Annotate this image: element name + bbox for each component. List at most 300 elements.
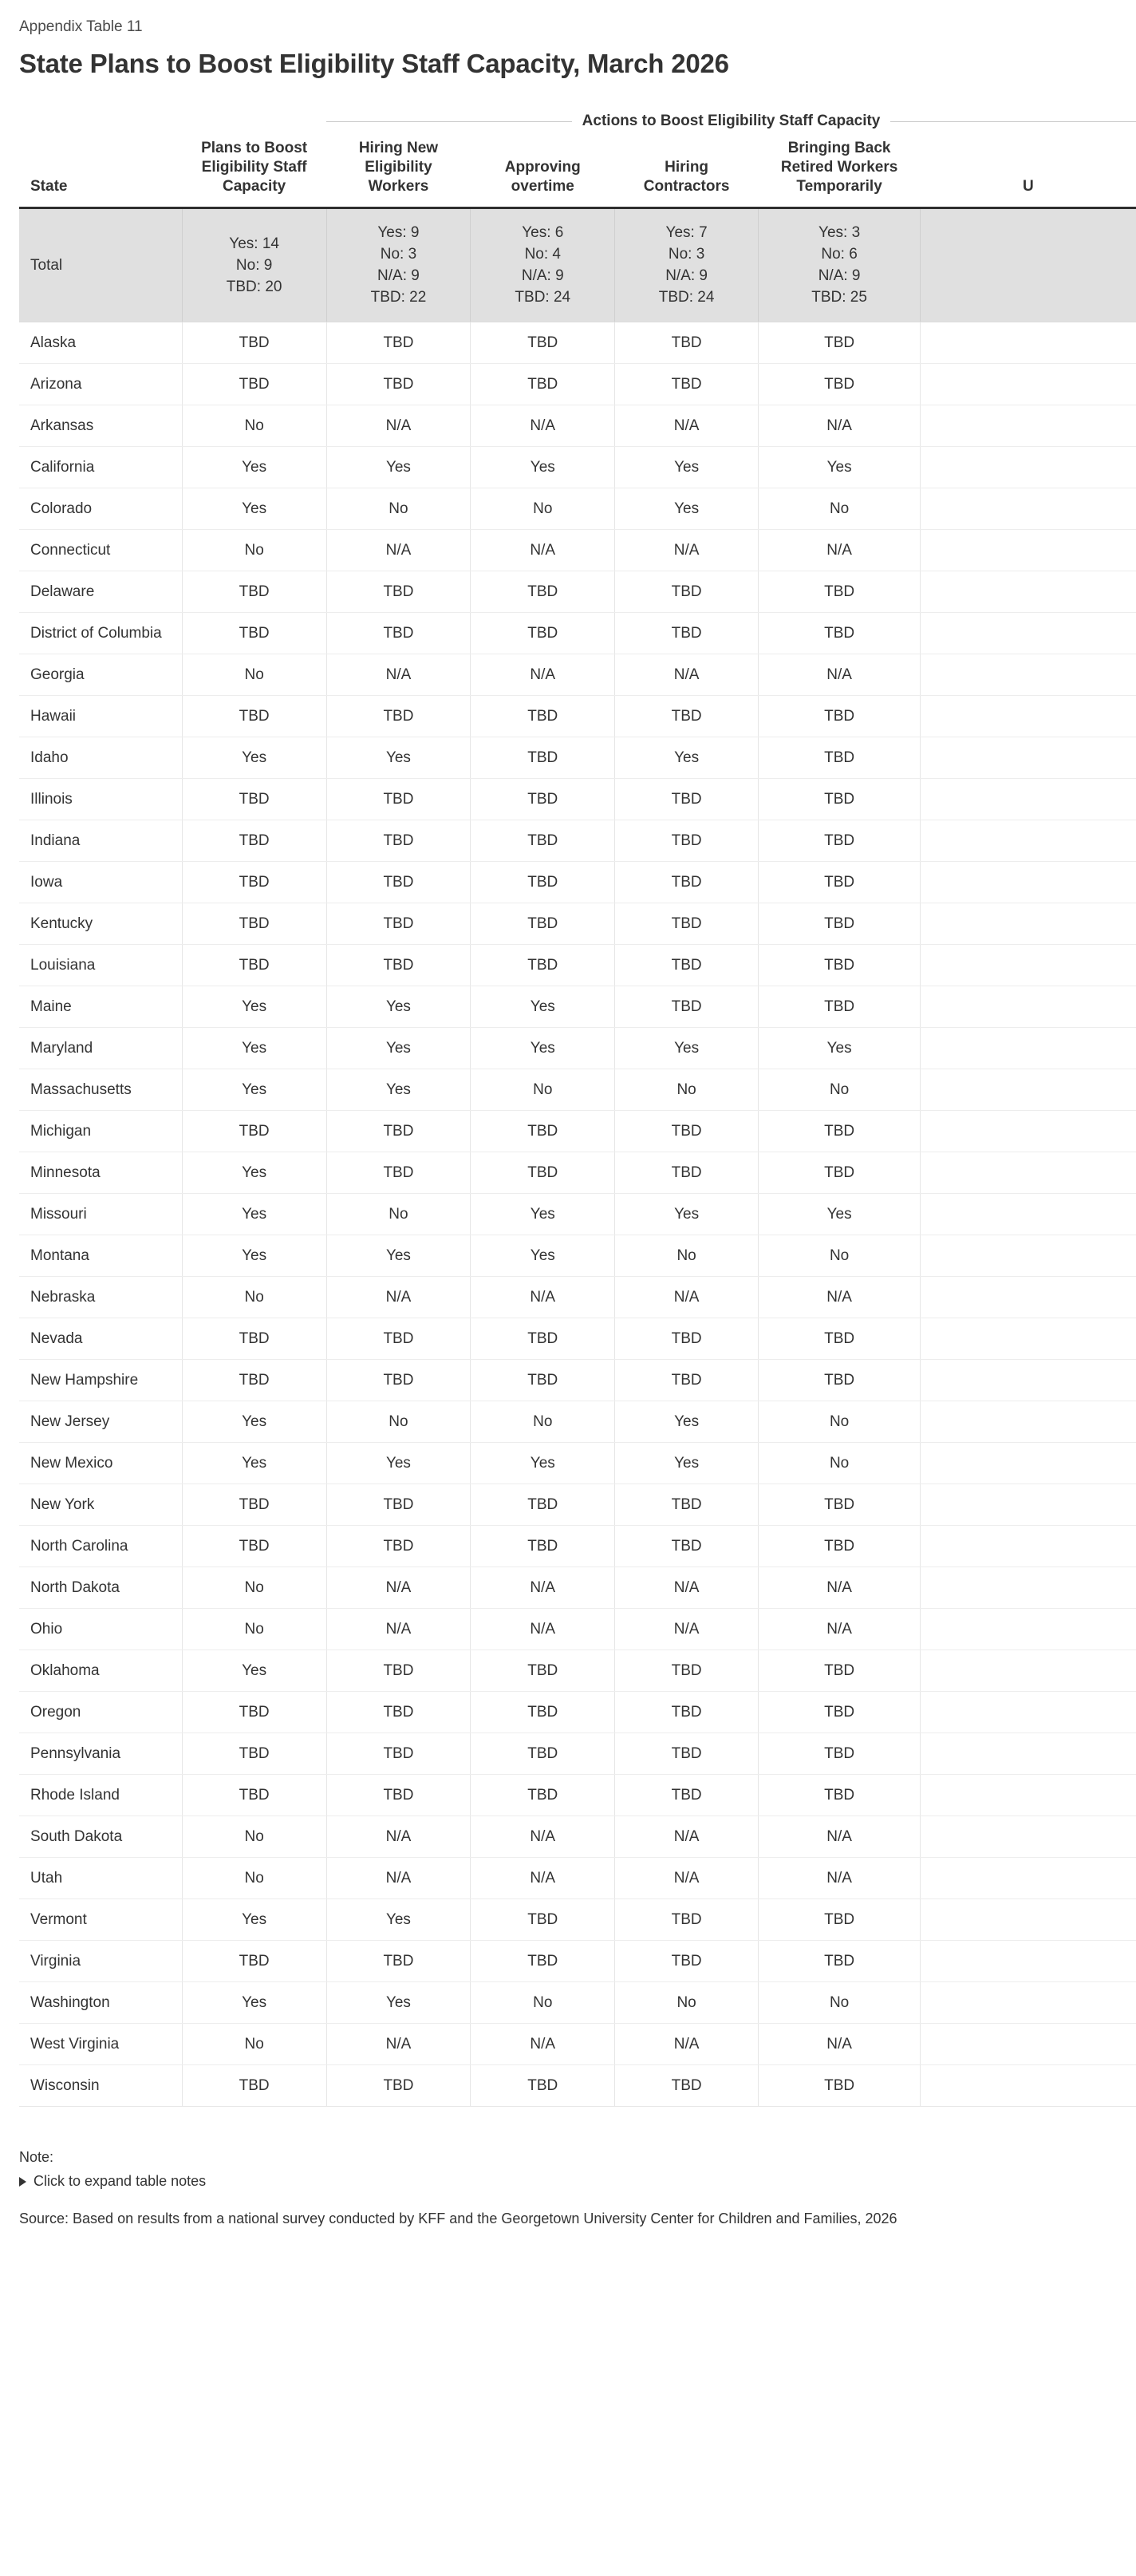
table-row — [19, 1567, 1136, 1609]
table-row — [19, 862, 1136, 903]
value-cell: TBD — [759, 1899, 921, 1941]
state-name-cell: Hawaii — [19, 696, 182, 737]
value-cell: TBD — [182, 903, 326, 945]
value-cell: TBD — [326, 696, 471, 737]
value-cell: No — [182, 530, 326, 571]
value-cell: TBD — [615, 322, 759, 364]
total-count-line: TBD: 22 — [370, 289, 427, 306]
value-cell: Yes — [471, 1235, 615, 1277]
value-cell: TBD — [471, 1484, 615, 1526]
state-name-cell: North Carolina — [19, 1526, 182, 1567]
value-cell: TBD — [759, 1484, 921, 1526]
state-name-cell: District of Columbia — [19, 613, 182, 654]
total-cell-retired — [759, 208, 921, 322]
table-row — [19, 1775, 1136, 1816]
value-cell: TBD — [326, 1152, 471, 1194]
value-cell: TBD — [326, 945, 471, 986]
value-cell: TBD — [759, 1152, 921, 1194]
value-cell: TBD — [615, 1941, 759, 1982]
spanner-rule-right — [890, 121, 1136, 122]
value-cell: TBD — [471, 779, 615, 820]
value-cell — [921, 654, 1136, 696]
table-row — [19, 1152, 1136, 1194]
table-eyebrow-label: Appendix Table 11 — [19, 18, 143, 35]
total-count-line: No: 3 — [668, 246, 705, 263]
value-cell: TBD — [182, 571, 326, 613]
value-cell: Yes — [615, 1443, 759, 1484]
value-cell: N/A — [471, 1858, 615, 1899]
value-cell: TBD — [615, 779, 759, 820]
value-cell: TBD — [759, 1692, 921, 1733]
value-cell — [921, 364, 1136, 405]
value-cell: Yes — [326, 737, 471, 779]
value-cell — [921, 737, 1136, 779]
value-cell: TBD — [182, 1484, 326, 1526]
value-cell: TBD — [615, 1318, 759, 1360]
value-cell: Yes — [182, 1152, 326, 1194]
value-cell: No — [615, 1069, 759, 1111]
value-cell: N/A — [326, 1609, 471, 1650]
value-cell: TBD — [326, 1360, 471, 1401]
value-cell: N/A — [326, 654, 471, 696]
value-cell: TBD — [759, 613, 921, 654]
value-cell: No — [471, 1069, 615, 1111]
total-count-line: Yes: 9 — [377, 224, 420, 241]
value-cell: No — [326, 488, 471, 530]
value-cell: N/A — [326, 1277, 471, 1318]
value-cell: TBD — [615, 1526, 759, 1567]
table-row — [19, 654, 1136, 696]
column-header-partial-clipped[interactable]: U — [921, 139, 1136, 208]
value-cell: N/A — [759, 1567, 921, 1609]
state-name-cell: Louisiana — [19, 945, 182, 986]
value-cell: Yes — [471, 1443, 615, 1484]
value-cell: Yes — [182, 1650, 326, 1692]
value-cell: Yes — [615, 447, 759, 488]
value-cell: Yes — [759, 447, 921, 488]
value-cell: TBD — [759, 2065, 921, 2107]
value-cell: TBD — [759, 862, 921, 903]
value-cell: N/A — [471, 1567, 615, 1609]
state-name-cell: Oregon — [19, 1692, 182, 1733]
state-name-cell: Oklahoma — [19, 1650, 182, 1692]
value-cell: Yes — [182, 1028, 326, 1069]
value-cell: TBD — [759, 1360, 921, 1401]
value-cell: TBD — [615, 1111, 759, 1152]
state-name-cell: Maine — [19, 986, 182, 1028]
state-name-cell: Arizona — [19, 364, 182, 405]
value-cell: N/A — [759, 1816, 921, 1858]
value-cell: TBD — [326, 2065, 471, 2107]
spanner-label: Actions to Boost Eligibility Staff Capacity — [582, 113, 881, 129]
value-cell: TBD — [182, 322, 326, 364]
value-cell: No — [759, 488, 921, 530]
value-cell — [921, 1111, 1136, 1152]
value-cell: TBD — [182, 696, 326, 737]
source-note: Source: Based on results from a national survey conducted by KFF and the Georgetown University Center for Children and Families, 2026 — [19, 2211, 897, 2226]
total-count-line: N/A: 9 — [665, 267, 708, 284]
value-cell: TBD — [326, 820, 471, 862]
value-cell: TBD — [471, 1650, 615, 1692]
value-cell: TBD — [615, 1899, 759, 1941]
value-cell: Yes — [182, 447, 326, 488]
value-cell: TBD — [615, 862, 759, 903]
value-cell: TBD — [471, 2065, 615, 2107]
value-cell — [921, 1692, 1136, 1733]
value-cell: TBD — [326, 779, 471, 820]
value-cell: N/A — [759, 654, 921, 696]
value-cell: N/A — [326, 1816, 471, 1858]
state-name-cell: Massachusetts — [19, 1069, 182, 1111]
value-cell: TBD — [471, 571, 615, 613]
value-cell: N/A — [471, 654, 615, 696]
value-cell: No — [759, 1235, 921, 1277]
value-cell — [921, 986, 1136, 1028]
table-scroll-container[interactable] — [0, 112, 1034, 2107]
value-cell: Yes — [182, 1194, 326, 1235]
value-cell — [921, 1028, 1136, 1069]
value-cell — [921, 1194, 1136, 1235]
table-row — [19, 1277, 1136, 1318]
value-cell: TBD — [326, 571, 471, 613]
value-cell: TBD — [326, 613, 471, 654]
value-cell: TBD — [759, 820, 921, 862]
spanner-spacer-plans — [182, 112, 326, 139]
state-name-cell: Nevada — [19, 1318, 182, 1360]
value-cell: TBD — [471, 1152, 615, 1194]
column-header-hiring-new-workers[interactable]: Hiring New Eligibility Workers — [326, 139, 471, 208]
value-cell: TBD — [471, 820, 615, 862]
value-cell: TBD — [615, 613, 759, 654]
table-row — [19, 322, 1136, 364]
state-name-cell: Alaska — [19, 322, 182, 364]
state-name-cell: Maryland — [19, 1028, 182, 1069]
value-cell: N/A — [326, 2024, 471, 2065]
value-cell: TBD — [182, 1360, 326, 1401]
value-cell: TBD — [471, 1318, 615, 1360]
table-total-body — [19, 208, 1136, 322]
note-label: Note: — [19, 2149, 54, 2165]
value-cell: TBD — [182, 1941, 326, 1982]
table-row — [19, 1650, 1136, 1692]
value-cell: TBD — [471, 737, 615, 779]
value-cell: N/A — [759, 2024, 921, 2065]
value-cell: Yes — [471, 1194, 615, 1235]
value-cell: N/A — [615, 405, 759, 447]
state-name-cell: Iowa — [19, 862, 182, 903]
value-cell: TBD — [326, 1692, 471, 1733]
value-cell: Yes — [182, 737, 326, 779]
state-name-cell: Pennsylvania — [19, 1733, 182, 1775]
value-cell — [921, 1733, 1136, 1775]
total-cell-plans — [182, 208, 326, 322]
value-cell — [921, 779, 1136, 820]
table-row — [19, 571, 1136, 613]
value-cell: TBD — [182, 1318, 326, 1360]
value-cell: No — [182, 1858, 326, 1899]
value-cell: Yes — [615, 1194, 759, 1235]
value-cell: N/A — [471, 405, 615, 447]
value-cell: Yes — [326, 1443, 471, 1484]
state-name-cell: California — [19, 447, 182, 488]
table-row — [19, 945, 1136, 986]
value-cell: N/A — [471, 2024, 615, 2065]
value-cell: TBD — [615, 820, 759, 862]
value-cell: No — [326, 1401, 471, 1443]
value-cell: Yes — [182, 1899, 326, 1941]
value-cell: TBD — [615, 1733, 759, 1775]
value-cell: TBD — [471, 1111, 615, 1152]
column-header-state[interactable]: State — [19, 139, 182, 208]
table-row — [19, 1318, 1136, 1360]
value-cell: TBD — [326, 322, 471, 364]
value-cell — [921, 1235, 1136, 1277]
column-header-bringing-back-retired[interactable]: Bringing Back Retired Workers Temporarily — [759, 139, 921, 208]
total-cell-clipped — [921, 208, 1136, 322]
table-row — [19, 530, 1136, 571]
table-column-header-row — [19, 139, 1136, 208]
value-cell — [921, 571, 1136, 613]
value-cell: TBD — [759, 364, 921, 405]
state-name-cell: Georgia — [19, 654, 182, 696]
total-count-line: TBD: 20 — [226, 278, 282, 295]
value-cell: N/A — [326, 405, 471, 447]
table-body — [19, 322, 1136, 2107]
table-row — [19, 1526, 1136, 1567]
value-cell: TBD — [759, 571, 921, 613]
value-cell: No — [326, 1194, 471, 1235]
triangle-right-icon — [19, 2177, 26, 2187]
state-name-cell: Connecticut — [19, 530, 182, 571]
value-cell: Yes — [182, 1982, 326, 2024]
value-cell: TBD — [182, 779, 326, 820]
table-row — [19, 737, 1136, 779]
value-cell: No — [471, 488, 615, 530]
value-cell: Yes — [759, 1028, 921, 1069]
value-cell: N/A — [326, 1567, 471, 1609]
total-row — [19, 208, 1136, 322]
value-cell: N/A — [471, 1816, 615, 1858]
value-cell — [921, 1484, 1136, 1526]
value-cell: N/A — [615, 654, 759, 696]
value-cell: TBD — [182, 1775, 326, 1816]
table-row — [19, 986, 1136, 1028]
value-cell: Yes — [326, 1235, 471, 1277]
value-cell: TBD — [471, 945, 615, 986]
value-cell: Yes — [326, 1899, 471, 1941]
total-count-line: TBD: 24 — [658, 289, 715, 306]
value-cell: Yes — [182, 1401, 326, 1443]
value-cell: TBD — [615, 1484, 759, 1526]
value-cell: No — [759, 1982, 921, 2024]
value-cell: TBD — [615, 1650, 759, 1692]
value-cell: No — [182, 654, 326, 696]
value-cell: TBD — [182, 820, 326, 862]
table-row — [19, 1858, 1136, 1899]
value-cell: TBD — [471, 322, 615, 364]
state-name-cell: Michigan — [19, 1111, 182, 1152]
value-cell: Yes — [182, 986, 326, 1028]
value-cell — [921, 1567, 1136, 1609]
value-cell: TBD — [326, 1733, 471, 1775]
value-cell: TBD — [759, 1318, 921, 1360]
value-cell: Yes — [182, 1235, 326, 1277]
value-cell: TBD — [182, 862, 326, 903]
value-cell: N/A — [471, 1609, 615, 1650]
table-row — [19, 903, 1136, 945]
state-name-cell: Indiana — [19, 820, 182, 862]
value-cell: N/A — [615, 1567, 759, 1609]
value-cell — [921, 862, 1136, 903]
value-cell: No — [759, 1069, 921, 1111]
table-row — [19, 2024, 1136, 2065]
value-cell — [921, 2065, 1136, 2107]
value-cell: No — [615, 1982, 759, 2024]
total-cell-contractors — [615, 208, 759, 322]
value-cell: TBD — [326, 862, 471, 903]
column-header-hiring-contractors[interactable]: Hiring Contractors — [615, 139, 759, 208]
table-row — [19, 1235, 1136, 1277]
column-header-approving-overtime[interactable]: Approving overtime — [471, 139, 615, 208]
table-footer — [0, 2107, 973, 2230]
value-cell: Yes — [759, 1194, 921, 1235]
value-cell — [921, 1816, 1136, 1858]
value-cell: TBD — [759, 1775, 921, 1816]
total-cell-hiring-new — [326, 208, 471, 322]
value-cell: TBD — [326, 903, 471, 945]
value-cell: TBD — [759, 696, 921, 737]
state-name-cell: Nebraska — [19, 1277, 182, 1318]
table-row — [19, 2065, 1136, 2107]
value-cell: N/A — [615, 1858, 759, 1899]
state-name-cell: Missouri — [19, 1194, 182, 1235]
total-count-line: Yes: 6 — [522, 224, 564, 241]
table-row — [19, 1692, 1136, 1733]
table-row — [19, 1609, 1136, 1650]
value-cell: No — [182, 1277, 326, 1318]
value-cell: TBD — [615, 2065, 759, 2107]
value-cell: TBD — [759, 322, 921, 364]
value-cell — [921, 1277, 1136, 1318]
actions-spanner-header — [326, 112, 1136, 139]
value-cell: TBD — [615, 696, 759, 737]
value-cell — [921, 1941, 1136, 1982]
value-cell — [921, 1152, 1136, 1194]
value-cell: Yes — [471, 447, 615, 488]
value-cell — [921, 1360, 1136, 1401]
value-cell: TBD — [615, 1152, 759, 1194]
total-count-line: No: 9 — [235, 256, 273, 274]
value-cell: Yes — [615, 737, 759, 779]
value-cell — [921, 1526, 1136, 1567]
expand-table-notes-toggle[interactable] — [19, 2171, 954, 2192]
table-row — [19, 1816, 1136, 1858]
state-name-cell: Montana — [19, 1235, 182, 1277]
value-cell: TBD — [471, 696, 615, 737]
state-name-cell: New York — [19, 1484, 182, 1526]
value-cell — [921, 613, 1136, 654]
value-cell: TBD — [326, 1484, 471, 1526]
value-cell — [921, 1650, 1136, 1692]
value-cell: TBD — [182, 1111, 326, 1152]
total-count-line: Yes: 14 — [229, 235, 279, 252]
value-cell: No — [182, 1609, 326, 1650]
state-plans-table — [19, 112, 1136, 2107]
value-cell: N/A — [615, 1609, 759, 1650]
state-name-cell: Utah — [19, 1858, 182, 1899]
value-cell: TBD — [615, 1692, 759, 1733]
value-cell: No — [615, 1235, 759, 1277]
value-cell: Yes — [471, 986, 615, 1028]
value-cell: Yes — [182, 1443, 326, 1484]
value-cell: No — [182, 2024, 326, 2065]
table-row — [19, 1111, 1136, 1152]
value-cell: TBD — [326, 1318, 471, 1360]
value-cell: TBD — [471, 364, 615, 405]
table-row — [19, 1069, 1136, 1111]
value-cell: TBD — [471, 1360, 615, 1401]
value-cell: N/A — [615, 1816, 759, 1858]
total-count-line: No: 4 — [524, 246, 561, 263]
value-cell: No — [182, 405, 326, 447]
state-name-cell: North Dakota — [19, 1567, 182, 1609]
state-name-cell: New Hampshire — [19, 1360, 182, 1401]
value-cell: Yes — [326, 1982, 471, 2024]
value-cell: No — [471, 1982, 615, 2024]
value-cell: TBD — [182, 945, 326, 986]
page-title: State Plans to Boost Eligibility Staff Capacity, March 2026 — [19, 49, 729, 78]
value-cell: TBD — [759, 1733, 921, 1775]
state-name-cell: Wisconsin — [19, 2065, 182, 2107]
table-row — [19, 488, 1136, 530]
value-cell: TBD — [182, 2065, 326, 2107]
value-cell — [921, 1318, 1136, 1360]
value-cell: TBD — [182, 1733, 326, 1775]
state-name-cell: Colorado — [19, 488, 182, 530]
value-cell: Yes — [326, 447, 471, 488]
value-cell: N/A — [471, 1277, 615, 1318]
table-row — [19, 820, 1136, 862]
value-cell: TBD — [471, 1775, 615, 1816]
state-name-cell: Virginia — [19, 1941, 182, 1982]
value-cell: N/A — [615, 2024, 759, 2065]
value-cell: TBD — [326, 364, 471, 405]
value-cell — [921, 820, 1136, 862]
state-name-cell: Minnesota — [19, 1152, 182, 1194]
value-cell: Yes — [615, 1028, 759, 1069]
value-cell: N/A — [759, 1609, 921, 1650]
value-cell: N/A — [615, 1277, 759, 1318]
total-count-line: TBD: 25 — [811, 289, 867, 306]
table-row — [19, 1982, 1136, 2024]
value-cell: N/A — [759, 405, 921, 447]
value-cell: TBD — [759, 779, 921, 820]
state-name-cell: Ohio — [19, 1609, 182, 1650]
value-cell: TBD — [759, 903, 921, 945]
value-cell: TBD — [615, 571, 759, 613]
value-cell: No — [471, 1401, 615, 1443]
value-cell — [921, 1443, 1136, 1484]
value-cell: N/A — [326, 1858, 471, 1899]
table-row — [19, 405, 1136, 447]
spanner-rule-left — [326, 121, 572, 122]
value-cell: No — [759, 1401, 921, 1443]
value-cell: Yes — [326, 986, 471, 1028]
value-cell — [921, 2024, 1136, 2065]
state-name-cell: New Jersey — [19, 1401, 182, 1443]
column-header-plans-to-boost[interactable]: Plans to Boost Eligibility Staff Capacity — [182, 139, 326, 208]
value-cell: TBD — [759, 1111, 921, 1152]
